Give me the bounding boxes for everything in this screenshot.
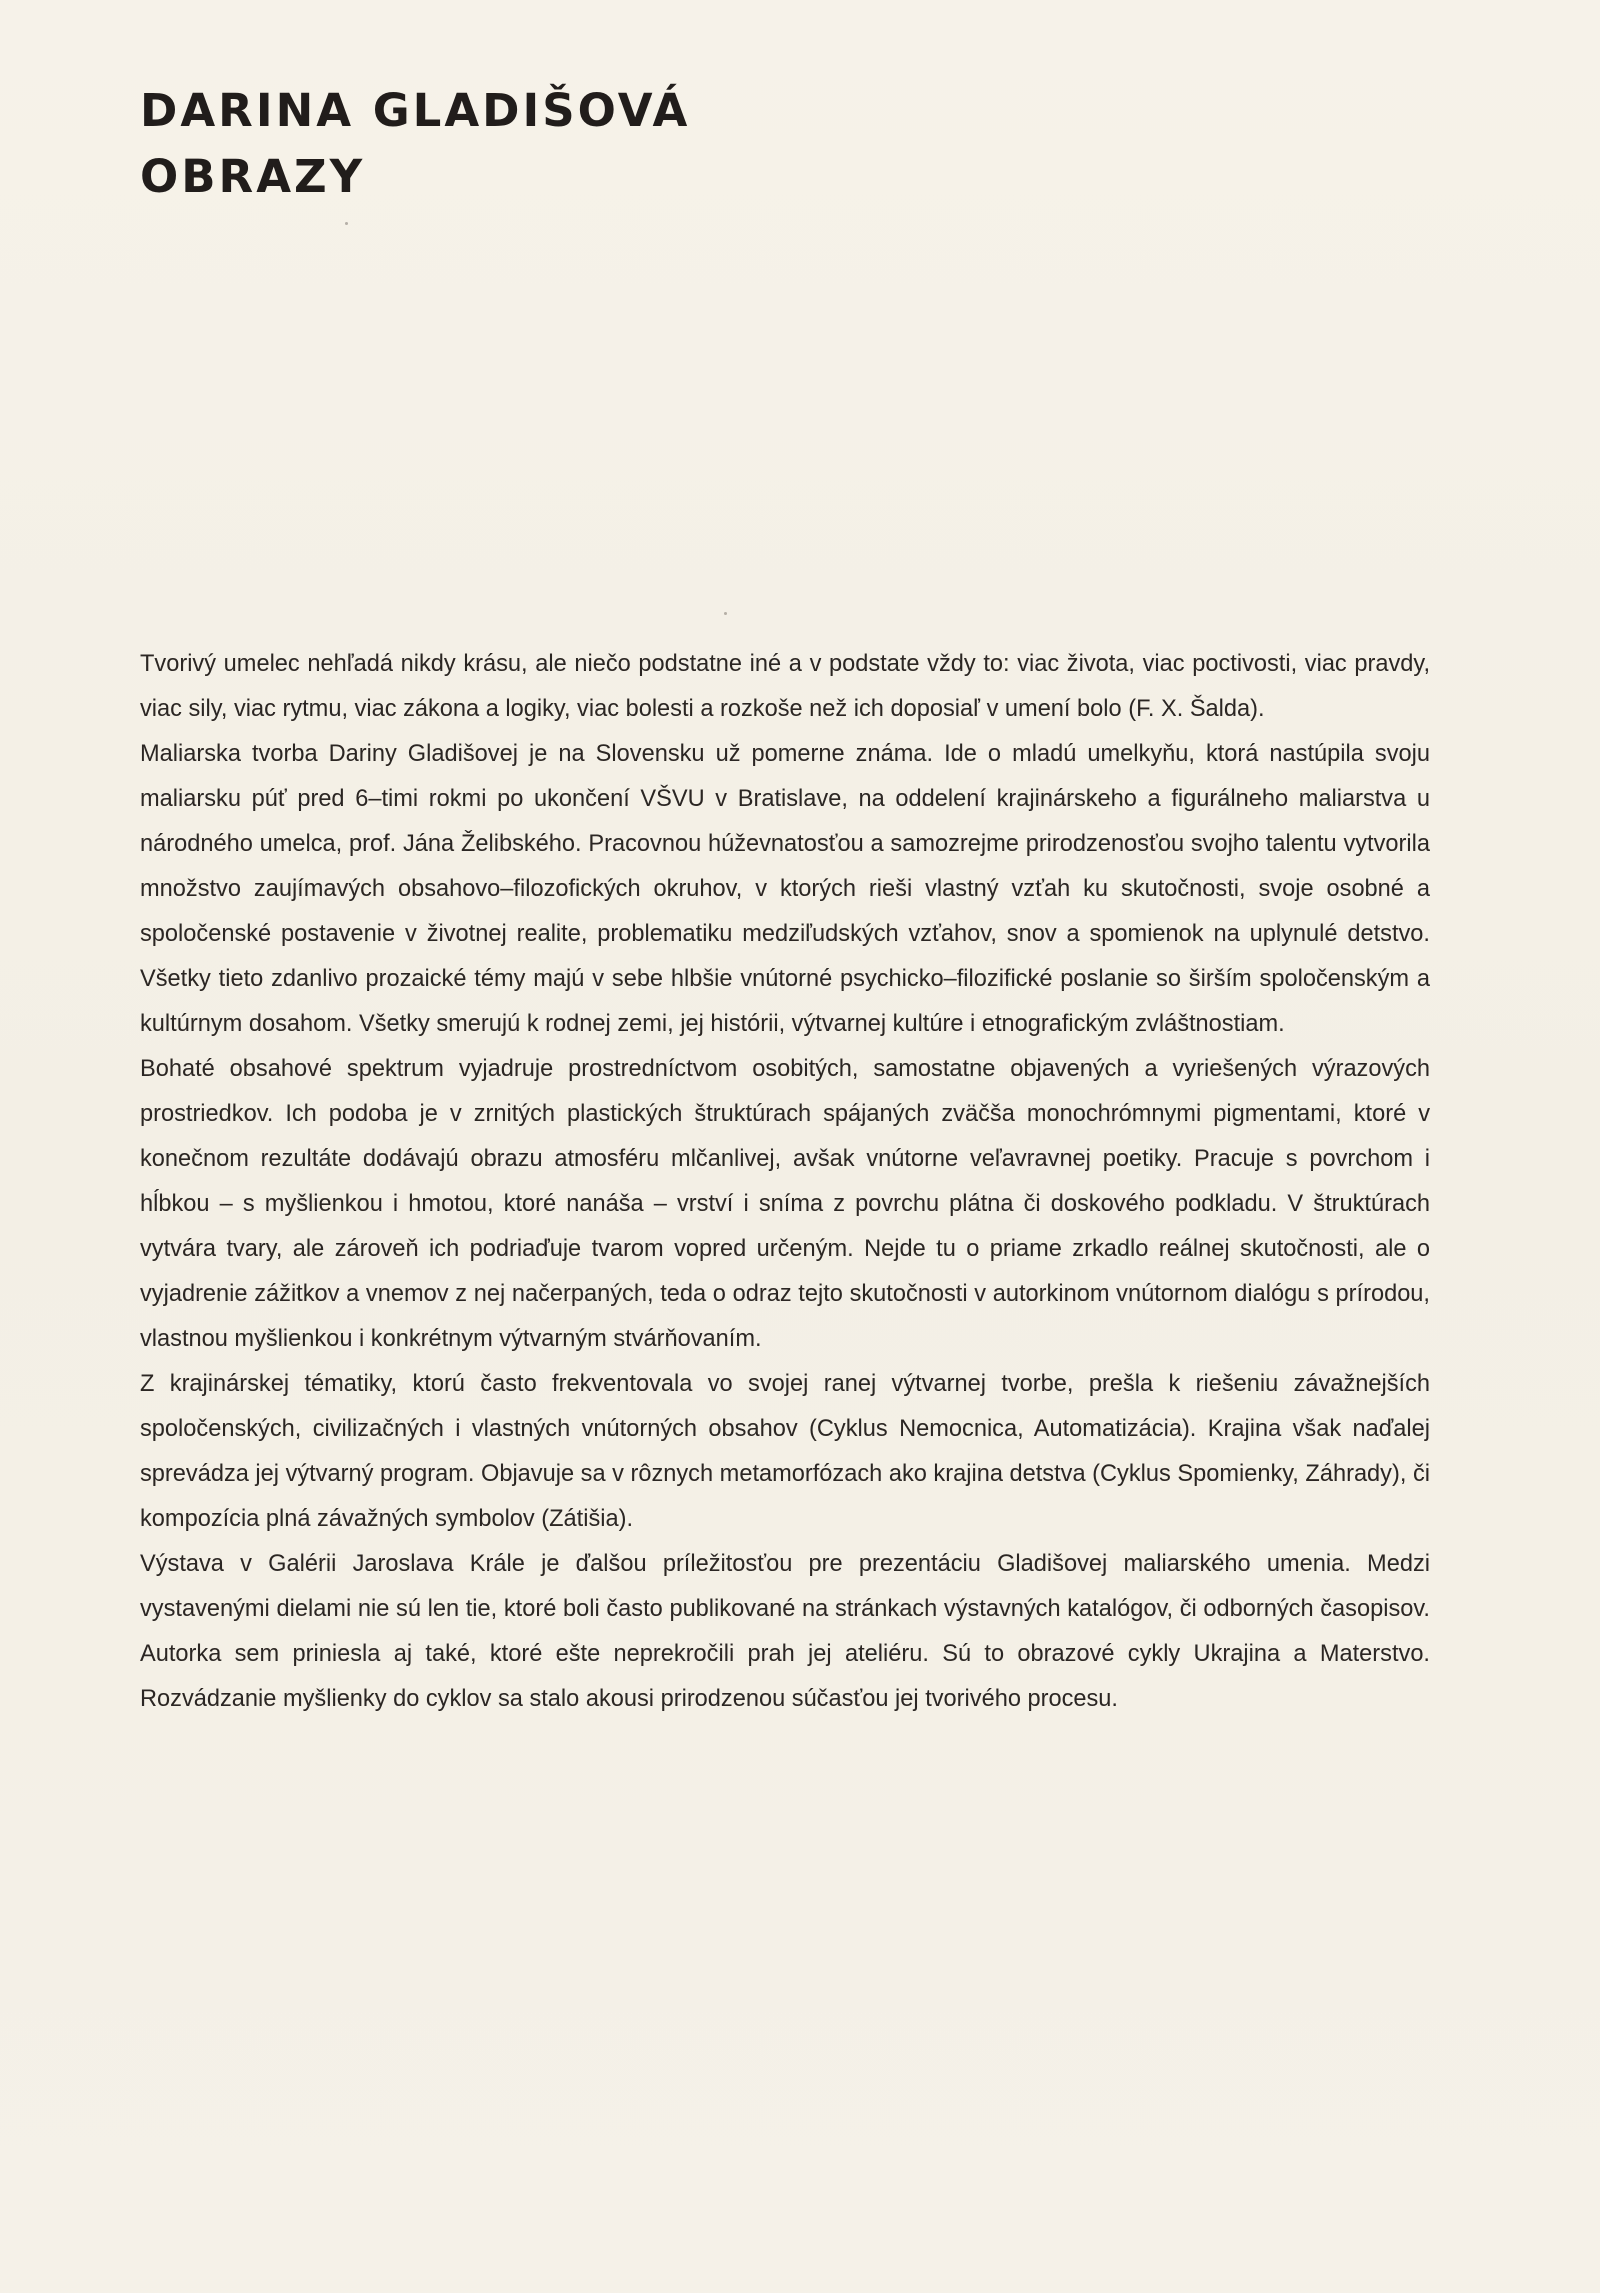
page-title: [140, 78, 690, 210]
paragraph-exhibition: Výstava v Galérii Jaroslava Krále je ďalšou príležitosťou pre prezentáciu Gladišovej maliarského umenia. Medzi vystavenými dielami nie sú len tie, ktoré boli často publikované na stránkach výstavných katalógov, či odborných časopisov. Autorka sem priniesla aj také, ktoré ešte neprekročili prah jej ateliéru. Sú to obrazové cykly Ukrajina a Materstvo. Rozvádzanie myšlienky do cyklov sa stalo akousi prirodzenou súčasťou jej tvorivého procesu.: [140, 1551, 1430, 1712]
title-line-2: OBRAZY: [140, 150, 366, 203]
paragraph-themes: Z krajinárskej tématiky, ktorú často frekventovala vo svojej ranej výtvarnej tvorbe, prešla k riešeniu závažnejších spoločenských, civilizačných i vlastných vnútorných obsahov (Cyklus Nemocnica, Automatizácia). Krajina však naďalej sprevádza jej výtvarný program. Objavuje sa v rôznych metamorfózach ako krajina detstva (Cyklus Spomienky, Záhrady), či kompozícia plná závažných symbolov (Zátišia).: [140, 1371, 1430, 1532]
article-body: [140, 642, 1430, 1722]
paper-speck: [345, 222, 348, 225]
paragraph-style: Bohaté obsahové spektrum vyjadruje prostredníctvom osobitých, samostatne objavených a vyriešených výrazových prostriedkov. Ich podoba je v zrnitých plastických štruktúrach spájaných zväčša monochrómnymi pigmentami, ktoré v konečnom rezultáte dodávajú obrazu atmosféru mlčanlivej, avšak vnútorne veľavravnej poetiky. Pracuje s povrchom i hĺbkou – s myšlienkou i hmotou, ktoré nanáša – vrství i sníma z povrchu plátna či doskového podkladu. V štruktúrach vytvára tvary, ale zároveň ich podriaďuje tvarom vopred určeným. Nejde tu o priame zrkadlo reálnej skutočnosti, ale o vyjadrenie zážitkov a vnemov z nej načerpaných, teda o odraz tejto skutočnosti v autorkinom vnútornom dialógu s prírodou, vlastnou myšlienkou i konkrétnym výtvarným stvárňovaním.: [140, 1056, 1430, 1352]
paragraph-intro: Maliarska tvorba Dariny Gladišovej je na Slovensku už pomerne známa. Ide o mladú umelkyňu, ktorá nastúpila svoju maliarsku púť pred 6–timi rokmi po ukončení VŠVU v Bratislave, na oddelení krajinárskeho a figurálneho maliarstva u národného umelca, prof. Jána Želibského. Pracovnou húževnatosťou a samozrejme prirodzenosťou svojho talentu vytvorila množstvo zaujímavých obsahovo–filozofických okruhov, v ktorých rieši vlastný vzťah ku skutočnosti, svoje osobné a spoločenské postavenie v životnej realite, problematiku medziľudských vzťahov, snov a spomienok na uplynulé detstvo. Všetky tieto zdanlivo prozaické témy majú v sebe hlbšie vnútorné psychicko–filozifické poslanie so širším spoločenským a kultúrnym dosahom. Všetky smerujú k rodnej zemi, jej histórii, výtvarnej kultúre i etnografickým zvláštnostiam.: [140, 741, 1430, 1037]
paper-speck: [724, 612, 727, 615]
paragraph-quote: Tvorivý umelec nehľadá nikdy krásu, ale niečo podstatne iné a v podstate vždy to: viac života, viac poctivosti, viac pravdy, viac sily, viac rytmu, viac zákona a logiky, viac bolesti a rozkoše než ich doposiaľ v umení bolo (F. X. Šalda).: [140, 651, 1430, 722]
title-line-1: DARINA GLADIŠOVÁ: [140, 84, 691, 137]
